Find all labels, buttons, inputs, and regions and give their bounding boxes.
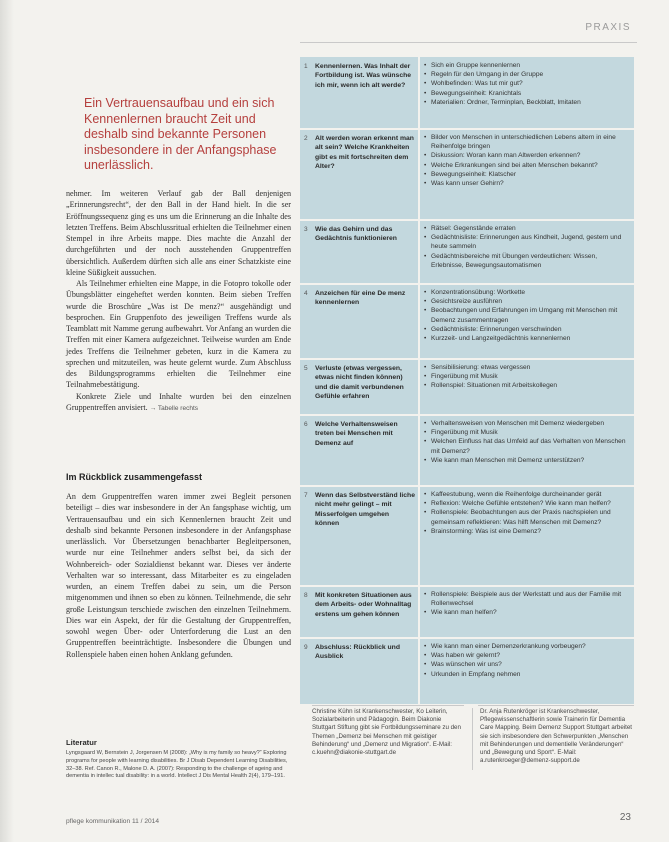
table-row <box>300 57 634 129</box>
list-item: • Reflexion: Welche Gefühle entstehen? Wie kann man helfen? <box>424 499 629 508</box>
row-topic: Wie das Gehirn und das Gedächtnis funktionieren <box>315 226 397 243</box>
list-item: • Rätsel: Gegenstände erraten <box>424 224 629 233</box>
row-topic: Verluste (etwas vergessen, etwas nicht finden können) und die damit verbundenen Gefühle erfahren <box>315 365 404 400</box>
row-number: 5 <box>304 365 308 372</box>
row-number: 7 <box>304 492 308 499</box>
list-item: • Gesichtsreize ausführen <box>424 297 629 306</box>
list-item: • Was wünschen wir uns? <box>424 660 629 669</box>
list-item: • Welche Erkrankungen sind bei alten Menschen bekannt? <box>424 161 629 170</box>
row-topic: Anzeichen für eine De menz kennenlernen <box>315 290 406 307</box>
page-number: 23 <box>619 812 631 823</box>
table-row <box>300 359 634 415</box>
body-column-bottom <box>66 491 291 660</box>
list-item: • Was kann unser Gehirn? <box>424 179 629 188</box>
row-separator <box>300 414 634 416</box>
paragraph <box>66 391 291 415</box>
header-rule <box>300 42 637 43</box>
paragraph: nehmer. Im weiteren Verlauf gab der Ball denjenigen „Erinnerungsrecht“, der den Ball in der Hand hielt. In die ser Eröffnungssequenz ging es uns um die Erinnerung an die Inhalte des letzten Treffens. Beim Abschlussritual erhielten die Teilnehmer einen Stempel in ihre Arbeits mappe. Dies machte die Anzahl der durchgeführten und der noch ausstehenden Gruppentreffen übersichtlich. Außerdem dürften sich alle ans einer Schatzkiste eine kleine Süßigkeit aussuchen. <box>66 189 291 277</box>
paragraph: An dem Gruppentreffen waren immer zwei Begleit personen beteiligt – dies war insbesondere in der An fangsphase wichtig, um Vertrauensaufbau und ein sich Kennenlernen braucht Zeit und deshalb sind bekannte Personen insbesondere in der Anfangsphase unerlässlich. Vor Übersetzungen benachbarter Begleitpersonen, wurde nur eine Teilnehmer anders selbst bei, da sich der Wohnbereich- oder Sozialdienst bekannt war. Dieses ver änderte Verhalten war so interessant, dass Mitarbeiter es zu eingeladen wurden, an einem Treffen dabei zu sein, um die Person mitgenommen und ihnen so eben zu können. Teilnehmende, die sehr große Leistungsun terschiede zwischen den einzelnen Teilnehmern. Dies war ein Aspekt, der für die Gestaltung der Gruppentreffen, sowohl wegen Über- oder Unterforderung die Lust an den Gruppentreffen beeinträchtigte. Insbesondere die Übungen und Rollenspiele haben einen hohen Anklang gefunden. <box>66 492 291 659</box>
table-row <box>300 415 634 486</box>
row-content-list <box>424 642 629 679</box>
row-topic: Abschluss: Rückblick und Ausblick <box>315 644 400 661</box>
list-item: • Fingerübung mit Musik <box>424 372 629 381</box>
row-number: 3 <box>304 226 308 233</box>
list-item: • Brainstorming: Was ist eine Demenz? <box>424 527 629 536</box>
row-number: 1 <box>304 63 308 70</box>
row-separator <box>300 128 634 130</box>
row-number: 2 <box>304 135 308 142</box>
pull-quote: Ein Vertrauensaufbau und ein sich Kennenlernen braucht Zeit und deshalb sind bekannte Personen insbesondere in der Anfangsphase unerlässlich. <box>84 96 277 172</box>
row-content-list <box>424 490 629 536</box>
list-item: • Gedächtnisbereiche mit Übungen verdeutlichen: Wissen, Erlebnisse, Bewegungsautomatismen <box>424 252 629 270</box>
row-number: 6 <box>304 421 308 428</box>
bio-separator <box>472 708 473 770</box>
literature <box>66 738 291 781</box>
list-item: • Wie kann man einer Demenzerkrankung vorbeugen? <box>424 642 629 651</box>
list-item: • Was haben wir gelernt? <box>424 651 629 660</box>
row-content-list <box>424 363 629 391</box>
list-item: • Sich ein Gruppe kennenlernen <box>424 61 629 70</box>
page-edge <box>0 0 14 842</box>
row-content-list <box>424 288 629 343</box>
row-topic: Welche Verhaltensweisen treten bei Menschen mit Demenz auf <box>315 421 398 447</box>
list-item: • Welchen Einfluss hat das Umfeld auf das Verhalten von Menschen mit Demenz? <box>424 437 629 455</box>
list-item: • Bilder von Menschen in unterschiedlichen Lebens altern in eine Reihenfolge bringen <box>424 133 629 151</box>
row-separator <box>300 637 634 639</box>
author-bio-kuehn: Christine Kühn ist Krankenschwester, Ko Leiterin, Sozialarbeiterin und Pädagogin. Beim Diakonie Stuttgart Stiftung gibt sie Fortbildungsseminare zu den Themen „Demenz bei Menschen mit geistiger Behinderung“ und „Demenz und Migration“. E-Mail: c.kuehn@diakonie-stuttgart.de <box>312 708 461 757</box>
list-item: • Bewegungseinheit: Klatscher <box>424 170 629 179</box>
list-item: • Verhaltensweisen von Menschen mit Demenz wiedergeben <box>424 419 629 428</box>
table-row <box>300 220 634 284</box>
list-item: • Urkunden in Empfang nehmen <box>424 670 629 679</box>
list-item: • Rollenspiele: Beispiele aus der Werkstatt und aus der Familie mit Rollenwechsel <box>424 590 629 608</box>
list-item: • Konzentrationsübung: Wortkette <box>424 288 629 297</box>
list-item: • Wie kann man helfen? <box>424 608 629 617</box>
list-item: • Gedächtnisliste: Erinnerungen aus Kindheit, Jugend, gestern und heute sammeln <box>424 233 629 251</box>
table-row <box>300 129 634 220</box>
row-separator <box>300 283 634 285</box>
row-number: 9 <box>304 644 308 651</box>
list-item: • Materialien: Ordner, Terminplan, Beckblatt, Imitaten <box>424 98 629 107</box>
list-item: • Kurzzeit- und Langzeitgedächtnis kennenlernen <box>424 334 629 343</box>
bio-rule-right <box>478 705 634 706</box>
bio-rule-left <box>312 705 464 706</box>
list-item: • Gedächtnisliste: Erinnerungen verschwinden <box>424 325 629 334</box>
list-item: • Bewegungseinheit: Kranichtals <box>424 89 629 98</box>
list-item: • Beobachtungen und Erfahrungen im Umgang mit Menschen mit Demenz zusammentragen <box>424 306 629 324</box>
list-item: • Regeln für den Umgang in der Gruppe <box>424 70 629 79</box>
section-label: PRAXIS <box>585 22 631 33</box>
literature-text: Lyngsgaard W, Bernstein J, Jorgensen M (2008): „Why is my family so heavy?“ Exploring programs for people with learning disabilities. Br J Disab Dependent Learning Disabilities, 32–38. Ref. Canon R., Malone D. A. (2007): Responding to the challenge of ageing and dementia in intellec tual disability: in a world. Intellect J Dis Mental Health 2(4), 179–191. <box>66 750 288 780</box>
list-item: • Wohlbefinden: Was tut mir gut? <box>424 79 629 88</box>
row-content-list <box>424 61 629 107</box>
list-item: • Diskussion: Woran kann man Altwerden erkennen? <box>424 151 629 160</box>
row-separator <box>300 585 634 587</box>
row-content-list <box>424 133 629 188</box>
row-topic: Kennenlernen. Was Inhalt der Fortbildung ist. Was wünsche ich mir, wenn ich alt werde? <box>315 63 412 89</box>
row-number: 8 <box>304 592 308 599</box>
list-item: • Rollenspiele: Beobachtungen aus der Praxis nachspielen und gemeinsam reflektieren: Was hilft Menschen mit Demenz? <box>424 508 629 526</box>
journal-footer: pflege kommunikation 11 / 2014 <box>66 818 159 825</box>
row-separator <box>300 358 634 360</box>
literature-heading: Literatur <box>66 738 97 747</box>
table-row <box>300 284 634 359</box>
list-item: • Rollenspiel: Situationen mit Arbeitskollegen <box>424 381 629 390</box>
row-content-list <box>424 419 629 465</box>
author-bio-rutenkroeger: Dr. Anja Rutenkröger ist Krankenschwester, Pflegewissenschaftlerin sowie Trainerin für Dementia Care Mapping. Beim Demenz Support Stuttgart arbeitet sie sich insbesondere den Schwerpunkten „Menschen mit Behinderungen und dementielle Veränderungen“ und „Bewegung und Sport“. E-Mail: a.rutenkroeger@demenz-support.de <box>480 708 633 765</box>
list-item: • Sensibilisierung: etwas vergessen <box>424 363 629 372</box>
row-separator <box>300 485 634 487</box>
table-row <box>300 638 634 704</box>
row-content-list <box>424 590 629 618</box>
row-separator <box>300 219 634 221</box>
list-item: • Wie kann man Menschen mit Demenz unterstützen? <box>424 456 629 465</box>
table-row <box>300 486 634 586</box>
paragraph: Als Teilnehmer erhielten eine Mappe, in die Fotopro tokolle oder Übungsblätter eingeheftet werden konnten. Beim sieben Treffen wurde die Broschüre „Was ist De menz?“ ausgehändigt und besprochen. Ein Gruppenfoto des jeweiligen Treffens wurde als Teamblatt mit Namme gerung aufbewahrt. Vor Anfang an wurden die Treffen mit einer Kamera aufgezeichnet. Teilweise wurden am Ende jedes Treffens die Teilnehmer gebeten, kurz in die Kamera zu sprechen und mitzuteilen, was heute gelernt wurde. Zum Abschluss des Bildungsprogramms erhielten die Teilnehmer eine Teilnahmebestätigung. <box>66 279 291 390</box>
row-content-list <box>424 224 629 270</box>
table-row <box>300 586 634 638</box>
row-topic: Wenn das Selbstverständ liche nicht mehr gelingt – mit Misserfolgen umgehen können <box>315 492 415 527</box>
table-reference[interactable]: → Tabelle rechts <box>149 404 198 412</box>
body-column-top <box>66 188 291 414</box>
list-item: • Kaffeestubung, wenn die Reihenfolge durcheinander gerät <box>424 490 629 499</box>
row-topic: Alt werden woran erkennt man alt sein? Welche Krankheiten gibt es mit fortschreiten dem Alter? <box>315 135 414 170</box>
list-item: • Fingerübung mit Musik <box>424 428 629 437</box>
section-heading: Im Rückblick zusammengefasst <box>66 472 203 482</box>
row-topic: Mit konkreten Situationen aus dem Arbeits- oder Wohnalltag erstens um gehen können <box>315 592 412 618</box>
paragraph-text: Konkrete Ziele und Inhalte wurden bei den einzelnen Gruppentreffen anvisiert. <box>66 391 291 412</box>
program-table <box>300 57 634 704</box>
row-number: 4 <box>304 290 308 297</box>
